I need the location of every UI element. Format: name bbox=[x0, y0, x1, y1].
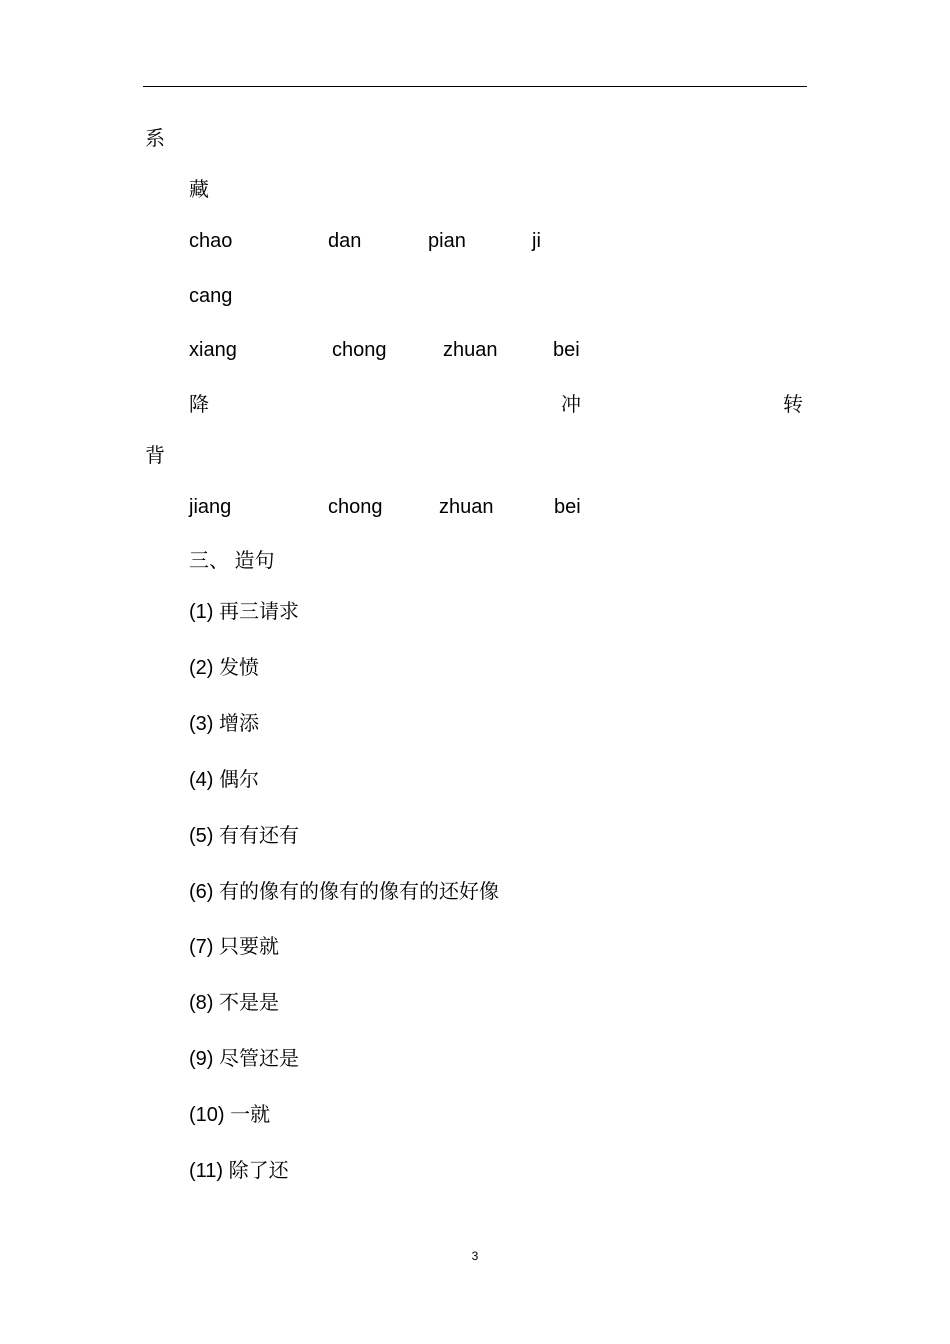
list-item: (5) 有有还有 bbox=[189, 825, 299, 847]
pinyin-xiang: xiang bbox=[189, 339, 237, 361]
list-item: (1) 再三请求 bbox=[189, 601, 299, 623]
header-rule bbox=[143, 86, 807, 87]
pinyin-chong: chong bbox=[332, 339, 387, 361]
list-item: (8) 不是是 bbox=[189, 992, 279, 1014]
char-cang: 藏 bbox=[189, 179, 209, 201]
pinyin-zhuan-2: zhuan bbox=[439, 496, 494, 518]
pinyin-chao: chao bbox=[189, 230, 233, 252]
pinyin-chong-2: chong bbox=[328, 496, 383, 518]
list-item: (9) 尽管还是 bbox=[189, 1048, 299, 1070]
list-item: (10) 一就 bbox=[189, 1104, 271, 1126]
list-item: (2) 发愤 bbox=[189, 657, 259, 679]
char-chong: 冲 bbox=[561, 394, 581, 416]
char-bei: 背 bbox=[145, 445, 165, 467]
pinyin-zhuan: zhuan bbox=[443, 339, 498, 361]
list-item: (6) 有的像有的像有的像有的还好像 bbox=[189, 881, 499, 903]
pinyin-cang: cang bbox=[189, 285, 233, 307]
pinyin-pian: pian bbox=[428, 230, 466, 252]
pinyin-jiang: jiang bbox=[189, 496, 232, 518]
char-xi: 系 bbox=[145, 128, 165, 150]
list-item: (3) 增添 bbox=[189, 713, 259, 735]
pinyin-bei: bei bbox=[553, 339, 580, 361]
pinyin-ji: ji bbox=[532, 230, 541, 252]
page-number: 3 bbox=[471, 1249, 479, 1263]
pinyin-dan: dan bbox=[328, 230, 362, 252]
char-jiang: 降 bbox=[189, 394, 209, 416]
list-item: (7) 只要就 bbox=[189, 936, 279, 958]
list-item: (4) 偶尔 bbox=[189, 769, 259, 791]
section-heading: 三、 造句 bbox=[189, 550, 275, 572]
pinyin-bei-2: bei bbox=[554, 496, 581, 518]
char-zhuan: 转 bbox=[783, 394, 803, 416]
list-item: (11) 除了还 bbox=[189, 1160, 289, 1182]
